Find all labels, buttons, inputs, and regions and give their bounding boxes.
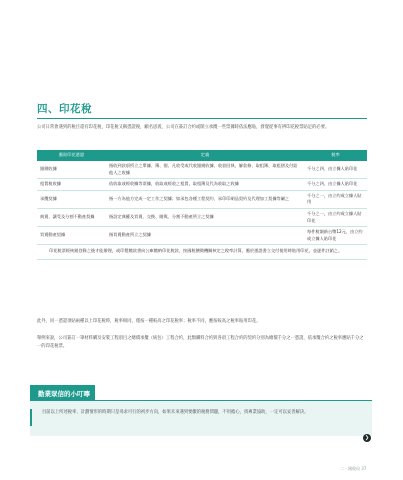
tax-rate: 千分之一，由立約或立據人貼用 — [304, 190, 367, 208]
tip-box — [30, 401, 372, 436]
page-nav-arrow-icon[interactable]: ❯ — [364, 435, 370, 441]
table-note-row — [37, 245, 367, 260]
document-type: 買賣動產契據 — [37, 227, 106, 245]
table-header-row — [37, 150, 367, 161]
page-footer: 二・國稅局 37 — [340, 466, 367, 471]
column-header: 稅率 — [304, 150, 367, 161]
document-definition: 指收到款項所立之單據、簿、摺。凡收受或代收銀錢收據、收款回執、解款條、取租簿、取租摺及付給他人之收據 — [106, 161, 304, 179]
tip-text: 目前以上所述稅率、計劃情形的時期只是尋求可行的初步方向，如果未來遇到要繳的稅務問題，不用擔心，找專業協助，一定可以妥善解決。 — [42, 410, 309, 415]
table-note: 印花稅票經核銷登錄之後才能辦理，或印製繳款書向公庫繳納印花稅款，按國稅稽徵機關核定之稅率計算，應於憑證書立交付使用時貼用印花，並逐件註銷之。 — [37, 245, 367, 260]
document-type: 典賣、讓受及分割不動產契據 — [37, 208, 106, 226]
table-row — [37, 179, 367, 191]
document-type: 銀錢收據 — [37, 161, 106, 179]
tax-rate: 千分之一，由立約或立據人貼印花 — [304, 208, 367, 226]
tax-rate: 千分之四，由立據人貼印花 — [304, 179, 367, 191]
document-definition: 依收取或經收據等票據，收取或經收之租賃，取租簿及代為收取之收據 — [106, 179, 304, 191]
tip-title: 勤業眾信的小叮嚀 — [30, 385, 95, 401]
table-row — [37, 208, 367, 226]
document-definition: 指一方為他方完成一定工作之契據；如承包各種工程契約、承印印刷品契約及代理加工契據等屬之 — [106, 190, 304, 208]
stamp-tax-table — [37, 150, 367, 260]
section-title: 四、印花稅 — [37, 103, 92, 115]
tax-rate: 千分之四，由立據人貼印花 — [304, 161, 367, 179]
title-divider — [37, 118, 367, 119]
body-paragraph: 此外，同一憑證須貼兩種以上印花稅時，稅率相同，僅按一種較高之印花稅率；稅率不同，應按較高之稅率貼用印花。 — [37, 319, 261, 324]
body-paragraph: 舉例來說，公司簽訂一筆材料購及安裝工程項目之總價承攬（統包）工程合約，此類購料合約與各項工程合約的契約分別為總價千分之一憑證，依承攬合約之稅率應貼千分之一的印花稅票。 — [37, 336, 364, 349]
column-header: 定義 — [106, 150, 304, 161]
document-type: 租賃稅收據 — [37, 179, 106, 191]
table-row — [37, 227, 367, 245]
document-definition: 指買賣動產所立之契據 — [106, 227, 304, 245]
intro-paragraph: 公司日常會遇到的稅目還有印花稅，印花稅又稱憑證稅，顧名思義，公司在簽訂合約或開立承攬一些票據時依法應貼，發覺從事有辨印花稅票貼足的必要。 — [37, 125, 330, 130]
tip-accent-bar — [30, 409, 32, 426]
document-type: 承攬契據 — [37, 190, 106, 208]
table-row — [37, 190, 367, 208]
tax-rate: 每件稅額新台幣12元，由立約或立據人貼印花 — [304, 227, 367, 245]
document-definition: 指設定典權及買賣、交換、贈與、分割不動產所立之契據 — [106, 208, 304, 226]
column-header: 應貼印花憑證 — [37, 150, 106, 161]
table-row — [37, 161, 367, 179]
